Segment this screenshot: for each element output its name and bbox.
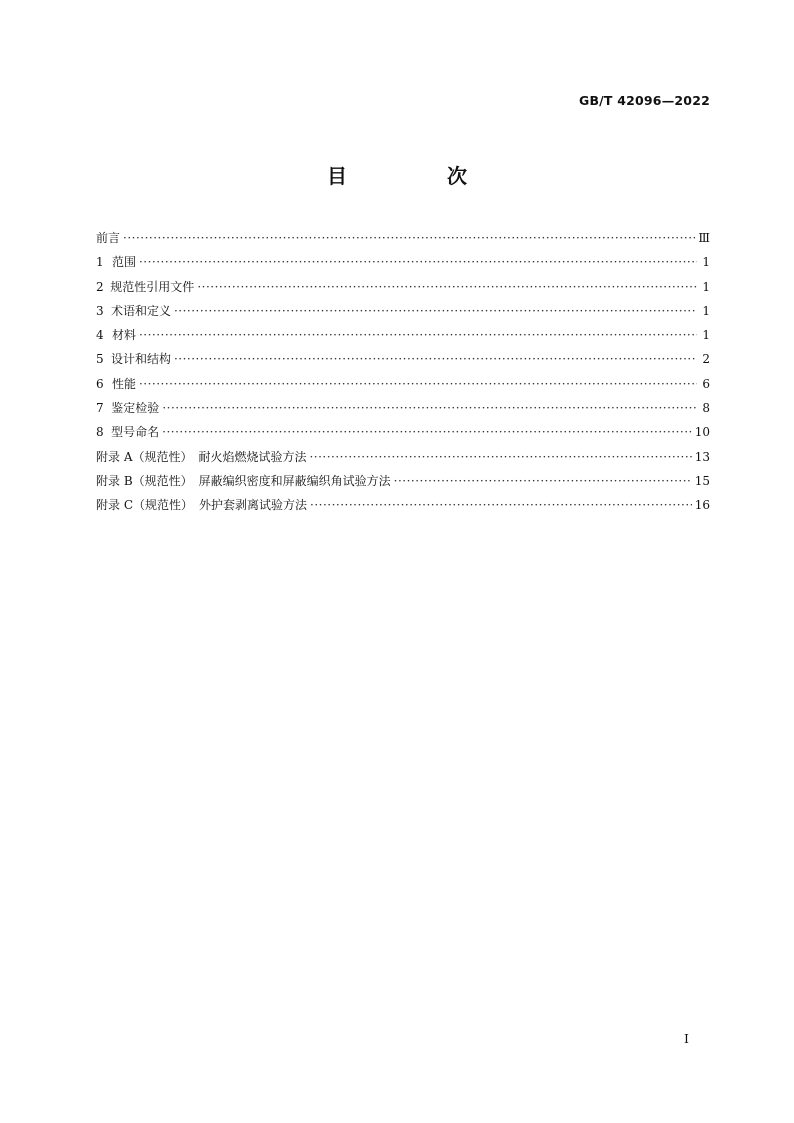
dot-leader — [310, 493, 692, 517]
toc-entry-page: 6 — [702, 376, 710, 391]
toc-entry-1[interactable] — [96, 250, 710, 274]
toc-entry-number: 4 — [96, 328, 104, 343]
toc-entry-label: 术语和定义 — [110, 303, 171, 318]
toc-entry-page: 1 — [702, 303, 710, 318]
toc-entry-5[interactable] — [96, 347, 710, 371]
toc-entry-page: Ⅲ — [698, 231, 710, 245]
page-title: 目 次 — [327, 164, 507, 188]
toc-entry-4[interactable] — [96, 323, 710, 347]
dot-leader — [139, 372, 697, 396]
toc-entry-number: 5 — [96, 352, 104, 367]
toc-entry-label: 附录 A（规范性） 耐火焰燃烧试验方法 — [96, 449, 307, 464]
toc-entry-number: 3 — [96, 303, 104, 318]
toc-entry-page: 1 — [702, 328, 710, 343]
dot-leader — [139, 250, 697, 274]
toc-entry-page: 1 — [702, 279, 710, 294]
dot-leader — [394, 469, 692, 493]
dot-leader — [174, 299, 697, 323]
toc-entry-foreword[interactable] — [96, 226, 710, 250]
toc-entry-annex-c[interactable] — [96, 493, 710, 517]
toc-entry-label: 范围 — [111, 255, 136, 270]
dot-leader — [162, 420, 692, 444]
toc-entry-page: 10 — [694, 425, 710, 440]
toc-entry-number: 7 — [96, 401, 104, 416]
dot-leader — [309, 445, 691, 469]
toc-entry-page: 2 — [702, 352, 710, 367]
toc-entry-label: 附录 B（规范性） 屏蔽编织密度和屏蔽编织角试验方法 — [96, 473, 391, 488]
table-of-contents — [96, 226, 710, 518]
toc-entry-label: 型号命名 — [111, 425, 160, 440]
toc-entry-page: 16 — [694, 498, 710, 513]
toc-entry-number: 1 — [96, 255, 104, 270]
dot-leader — [197, 275, 697, 299]
toc-entry-3[interactable] — [96, 299, 710, 323]
toc-entry-page: 15 — [694, 473, 710, 488]
toc-entry-page: 13 — [694, 449, 710, 464]
toc-entry-label: 材料 — [111, 328, 136, 343]
toc-entry-8[interactable] — [96, 420, 710, 444]
toc-entry-number: 8 — [96, 425, 104, 440]
toc-entry-label: 前言 — [96, 231, 121, 245]
toc-entry-number: 2 — [96, 279, 104, 294]
dot-leader — [123, 226, 695, 250]
toc-entry-page: 1 — [702, 255, 710, 270]
dot-leader — [139, 323, 697, 347]
toc-entry-page: 8 — [702, 401, 710, 416]
toc-entry-label: 设计和结构 — [110, 352, 171, 367]
dot-leader — [162, 396, 697, 420]
dot-leader — [174, 347, 697, 371]
toc-entry-label: 鉴定检验 — [111, 401, 160, 416]
standard-code: GB/T 42096—2022 — [578, 93, 710, 108]
toc-entry-label: 性能 — [111, 376, 136, 391]
toc-entry-annex-b[interactable] — [96, 469, 710, 493]
toc-entry-2[interactable] — [96, 275, 710, 299]
toc-entry-6[interactable] — [96, 372, 710, 396]
page-number: I — [684, 1031, 689, 1046]
toc-entry-label: 附录 C（规范性） 外护套剥离试验方法 — [96, 498, 307, 513]
toc-entry-annex-a[interactable] — [96, 445, 710, 469]
toc-entry-number: 6 — [96, 376, 104, 391]
toc-entry-7[interactable] — [96, 396, 710, 420]
toc-entry-label: 规范性引用文件 — [110, 279, 195, 294]
